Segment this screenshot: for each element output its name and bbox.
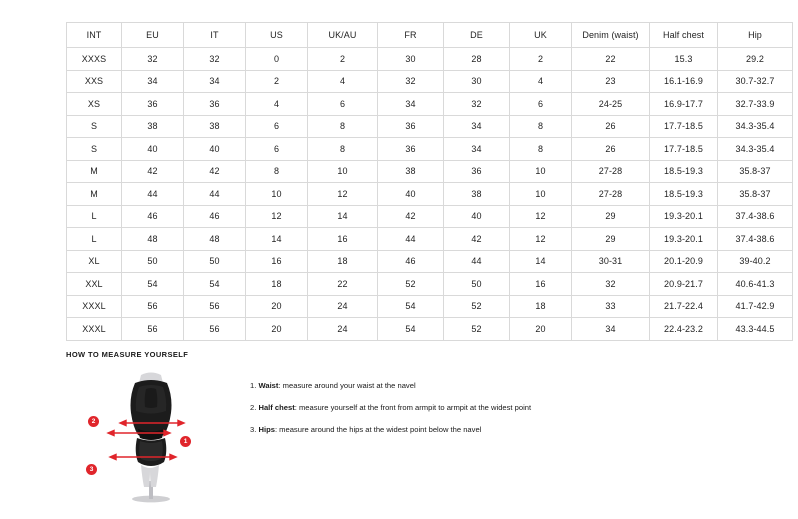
cell-de: 36 — [444, 160, 510, 183]
cell-eu: 54 — [122, 273, 184, 296]
cell-de: 34 — [444, 138, 510, 161]
cell-eu: 34 — [122, 70, 184, 93]
column-header-half-chest: Half chest — [650, 23, 718, 48]
cell-uk-au: 12 — [308, 183, 378, 206]
cell-uk-au: 8 — [308, 115, 378, 138]
cell-us: 20 — [246, 318, 308, 341]
cell-denim-waist: 27-28 — [572, 160, 650, 183]
cell-us: 10 — [246, 183, 308, 206]
cell-uk-au: 22 — [308, 273, 378, 296]
cell-half-chest: 21.7-22.4 — [650, 295, 718, 318]
measure-instruction-term: Waist — [258, 381, 279, 390]
cell-int: XXXL — [67, 318, 122, 341]
cell-int: XL — [67, 250, 122, 273]
cell-us: 8 — [246, 160, 308, 183]
column-header-eu: EU — [122, 23, 184, 48]
cell-us: 12 — [246, 205, 308, 228]
cell-uk: 12 — [510, 228, 572, 251]
cell-hip: 43.3-44.5 — [718, 318, 793, 341]
cell-half-chest: 19.3-20.1 — [650, 228, 718, 251]
cell-uk: 16 — [510, 273, 572, 296]
column-header-fr: FR — [378, 23, 444, 48]
cell-uk-au: 2 — [308, 48, 378, 71]
cell-uk-au: 8 — [308, 138, 378, 161]
cell-eu: 46 — [122, 205, 184, 228]
cell-half-chest: 16.1-16.9 — [650, 70, 718, 93]
cell-uk: 8 — [510, 115, 572, 138]
cell-uk-au: 16 — [308, 228, 378, 251]
table-row — [67, 70, 793, 93]
cell-fr: 38 — [378, 160, 444, 183]
cell-uk-au: 6 — [308, 93, 378, 116]
cell-int: XXS — [67, 70, 122, 93]
cell-uk-au: 24 — [308, 295, 378, 318]
cell-hip: 30.7-32.7 — [718, 70, 793, 93]
column-header-it: IT — [184, 23, 246, 48]
cell-hip: 37.4-38.6 — [718, 228, 793, 251]
table-row — [67, 48, 793, 71]
cell-uk: 18 — [510, 295, 572, 318]
cell-fr: 54 — [378, 295, 444, 318]
how-to-measure-section — [66, 350, 746, 504]
measure-badge-3: 3 — [86, 464, 97, 475]
cell-hip: 35.8-37 — [718, 183, 793, 206]
measure-instruction-half-chest — [250, 403, 531, 412]
column-header-uk: UK — [510, 23, 572, 48]
cell-fr: 52 — [378, 273, 444, 296]
cell-fr: 44 — [378, 228, 444, 251]
cell-uk: 4 — [510, 70, 572, 93]
cell-int: L — [67, 228, 122, 251]
cell-fr: 30 — [378, 48, 444, 71]
table-row — [67, 318, 793, 341]
column-header-us: US — [246, 23, 308, 48]
measure-instruction-number: 1. — [250, 381, 257, 390]
cell-int: M — [67, 183, 122, 206]
cell-us: 6 — [246, 138, 308, 161]
cell-us: 4 — [246, 93, 308, 116]
cell-it: 56 — [184, 295, 246, 318]
cell-uk-au: 18 — [308, 250, 378, 273]
cell-hip: 39-40.2 — [718, 250, 793, 273]
table-row — [67, 228, 793, 251]
cell-hip: 29.2 — [718, 48, 793, 71]
cell-denim-waist: 23 — [572, 70, 650, 93]
table-row — [67, 93, 793, 116]
cell-it: 56 — [184, 318, 246, 341]
cell-eu: 42 — [122, 160, 184, 183]
how-to-measure-title: HOW TO MEASURE YOURSELF — [66, 350, 189, 359]
measure-instruction-term: Hips — [258, 425, 275, 435]
how-to-measure-body — [66, 369, 746, 504]
cell-int: XXXL — [67, 295, 122, 318]
cell-denim-waist: 29 — [572, 205, 650, 228]
cell-int: XS — [67, 93, 122, 116]
cell-de: 32 — [444, 93, 510, 116]
cell-de: 38 — [444, 183, 510, 206]
cell-eu: 44 — [122, 183, 184, 206]
mannequin-figure-icon — [94, 369, 214, 504]
cell-uk: 2 — [510, 48, 572, 71]
cell-int: S — [67, 115, 122, 138]
cell-uk: 20 — [510, 318, 572, 341]
cell-denim-waist: 33 — [572, 295, 650, 318]
cell-hip: 32.7-33.9 — [718, 93, 793, 116]
cell-it: 44 — [184, 183, 246, 206]
cell-uk: 8 — [510, 138, 572, 161]
cell-uk: 10 — [510, 160, 572, 183]
table-row — [67, 273, 793, 296]
cell-denim-waist: 26 — [572, 115, 650, 138]
measure-instruction-number: 3. — [250, 425, 257, 435]
column-header-int: INT — [67, 23, 122, 48]
column-header-denim-waist: Denim (waist) — [572, 23, 650, 48]
cell-uk-au: 24 — [308, 318, 378, 341]
cell-de: 28 — [444, 48, 510, 71]
cell-uk-au: 14 — [308, 205, 378, 228]
cell-it: 48 — [184, 228, 246, 251]
cell-de: 34 — [444, 115, 510, 138]
measure-instructions-list — [250, 369, 531, 447]
table-row — [67, 115, 793, 138]
cell-eu: 50 — [122, 250, 184, 273]
cell-it: 38 — [184, 115, 246, 138]
cell-half-chest: 18.5-19.3 — [650, 160, 718, 183]
measure-instruction-hips — [250, 425, 531, 434]
cell-fr: 42 — [378, 205, 444, 228]
cell-it: 34 — [184, 70, 246, 93]
cell-hip: 41.7-42.9 — [718, 295, 793, 318]
cell-denim-waist: 29 — [572, 228, 650, 251]
cell-half-chest: 16.9-17.7 — [650, 93, 718, 116]
cell-de: 40 — [444, 205, 510, 228]
measure-instruction-term: Half chest — [258, 403, 295, 413]
cell-eu: 32 — [122, 48, 184, 71]
table-row — [67, 250, 793, 273]
cell-us: 6 — [246, 115, 308, 138]
measure-instruction-text: : measure around your waist at the navel — [278, 381, 416, 390]
table-row — [67, 295, 793, 318]
measure-instruction-number: 2. — [250, 403, 257, 413]
column-header-hip: Hip — [718, 23, 793, 48]
mannequin-illustration — [89, 369, 214, 504]
table-header-row — [67, 23, 793, 48]
cell-hip: 34.3-35.4 — [718, 138, 793, 161]
cell-fr: 34 — [378, 93, 444, 116]
cell-half-chest: 22.4-23.2 — [650, 318, 718, 341]
column-header-uk-au: UK/AU — [308, 23, 378, 48]
cell-fr: 36 — [378, 138, 444, 161]
cell-hip: 40.6-41.3 — [718, 273, 793, 296]
measure-badge-2: 2 — [88, 416, 99, 427]
cell-half-chest: 17.7-18.5 — [650, 115, 718, 138]
cell-de: 42 — [444, 228, 510, 251]
cell-denim-waist: 30-31 — [572, 250, 650, 273]
cell-it: 54 — [184, 273, 246, 296]
cell-eu: 48 — [122, 228, 184, 251]
cell-uk-au: 4 — [308, 70, 378, 93]
measure-instruction-waist — [250, 381, 531, 390]
cell-half-chest: 18.5-19.3 — [650, 183, 718, 206]
cell-int: XXL — [67, 273, 122, 296]
table-row — [67, 205, 793, 228]
cell-de: 30 — [444, 70, 510, 93]
cell-eu: 56 — [122, 318, 184, 341]
cell-half-chest: 15.3 — [650, 48, 718, 71]
cell-us: 0 — [246, 48, 308, 71]
cell-half-chest: 17.7-18.5 — [650, 138, 718, 161]
cell-half-chest: 20.9-21.7 — [650, 273, 718, 296]
cell-eu: 38 — [122, 115, 184, 138]
cell-hip: 34.3-35.4 — [718, 115, 793, 138]
cell-hip: 35.8-37 — [718, 160, 793, 183]
cell-us: 14 — [246, 228, 308, 251]
cell-denim-waist: 27-28 — [572, 183, 650, 206]
cell-it: 40 — [184, 138, 246, 161]
cell-de: 52 — [444, 295, 510, 318]
cell-fr: 32 — [378, 70, 444, 93]
cell-it: 36 — [184, 93, 246, 116]
cell-denim-waist: 22 — [572, 48, 650, 71]
cell-de: 50 — [444, 273, 510, 296]
cell-fr: 46 — [378, 250, 444, 273]
cell-denim-waist: 32 — [572, 273, 650, 296]
measure-instruction-text: : measure around the hips at the widest point below the navel — [274, 425, 482, 435]
cell-denim-waist: 24-25 — [572, 93, 650, 116]
cell-us: 2 — [246, 70, 308, 93]
cell-int: XXXS — [67, 48, 122, 71]
cell-int: L — [67, 205, 122, 228]
cell-fr: 40 — [378, 183, 444, 206]
cell-hip: 37.4-38.6 — [718, 205, 793, 228]
cell-de: 52 — [444, 318, 510, 341]
cell-eu: 40 — [122, 138, 184, 161]
cell-it: 46 — [184, 205, 246, 228]
cell-uk: 10 — [510, 183, 572, 206]
measure-badge-1: 1 — [180, 436, 191, 447]
cell-half-chest: 20.1-20.9 — [650, 250, 718, 273]
cell-int: M — [67, 160, 122, 183]
cell-half-chest: 19.3-20.1 — [650, 205, 718, 228]
size-table-container — [66, 22, 775, 341]
size-conversion-table — [66, 22, 793, 341]
cell-it: 32 — [184, 48, 246, 71]
cell-it: 50 — [184, 250, 246, 273]
table-row — [67, 138, 793, 161]
cell-us: 20 — [246, 295, 308, 318]
cell-eu: 56 — [122, 295, 184, 318]
table-row — [67, 160, 793, 183]
cell-fr: 54 — [378, 318, 444, 341]
cell-uk: 6 — [510, 93, 572, 116]
cell-us: 16 — [246, 250, 308, 273]
cell-it: 42 — [184, 160, 246, 183]
column-header-de: DE — [444, 23, 510, 48]
table-row — [67, 183, 793, 206]
measure-instruction-text: : measure yourself at the front from armpit to armpit at the widest point — [294, 403, 532, 413]
cell-uk: 14 — [510, 250, 572, 273]
cell-uk-au: 10 — [308, 160, 378, 183]
cell-int: S — [67, 138, 122, 161]
cell-uk: 12 — [510, 205, 572, 228]
cell-denim-waist: 34 — [572, 318, 650, 341]
cell-fr: 36 — [378, 115, 444, 138]
cell-denim-waist: 26 — [572, 138, 650, 161]
cell-de: 44 — [444, 250, 510, 273]
cell-us: 18 — [246, 273, 308, 296]
cell-eu: 36 — [122, 93, 184, 116]
